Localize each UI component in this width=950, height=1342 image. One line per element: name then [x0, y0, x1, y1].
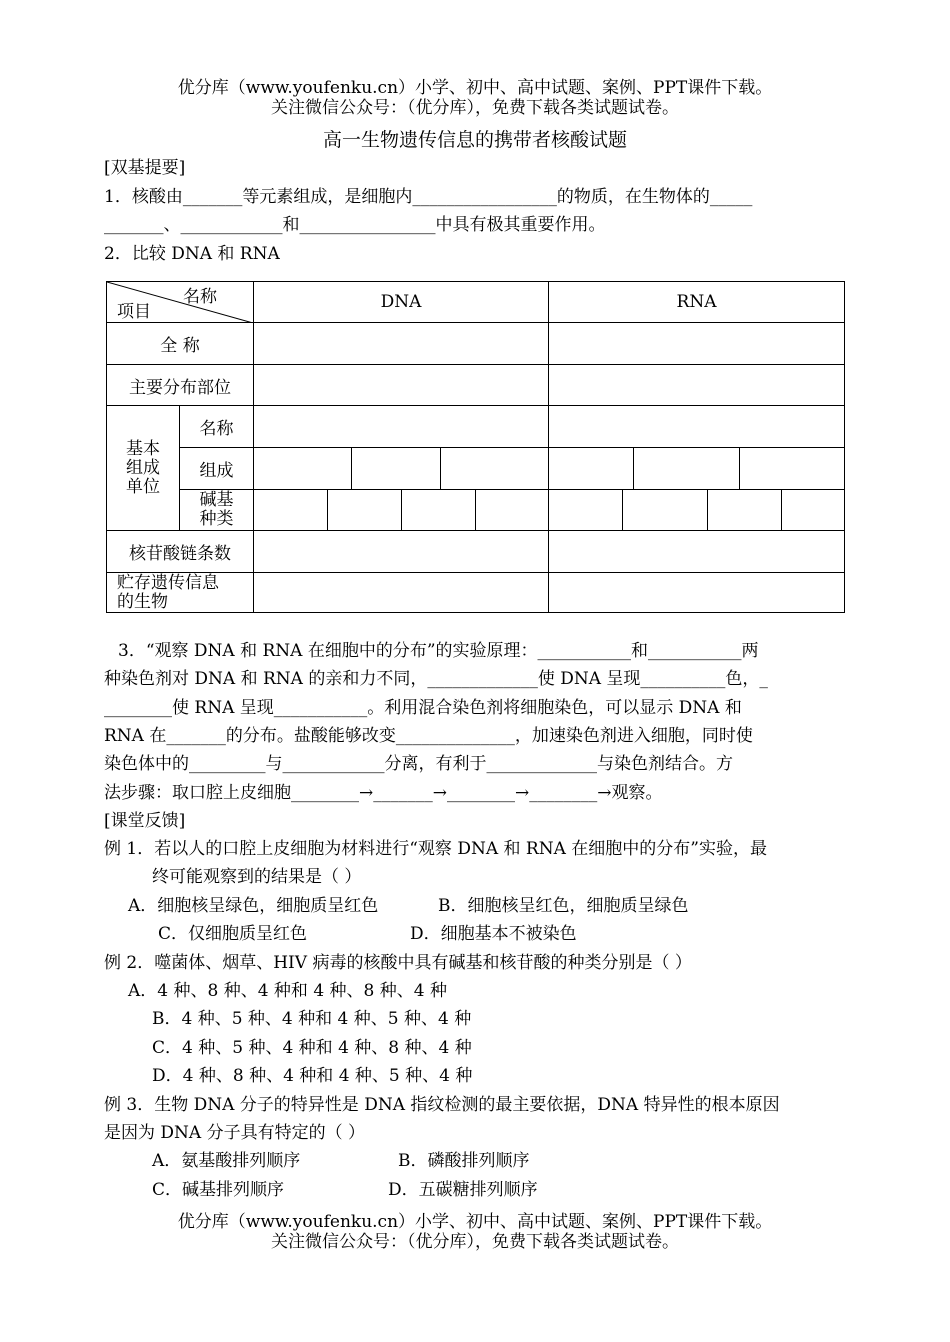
q3-line-6: 法步骤：取口腔上皮细胞________→_______→________→________→观察。	[104, 783, 663, 803]
header-line-1: 优分库（www.youfenku.cn）小学、初中、高中试题、案例、PPT课件下载。	[177, 78, 773, 98]
basic-unit-l1: 基本	[126, 438, 160, 459]
section-basics: [双基提要]	[104, 158, 186, 178]
diag-top-label: 名称	[183, 287, 217, 307]
q3-line-2: 种染色剂对 DNA 和 RNA 的亲和力不同，_____________使 DNA 呈现__________色，_	[104, 669, 768, 689]
ex1-option-d: D．细胞基本不被染色	[410, 924, 577, 944]
ex2-option-b: B．4 种、5 种、4 种和 4 种、5 种、4 种	[152, 1009, 472, 1029]
ex2-stem: 例 2．噬菌体、烟草、HIV 病毒的核酸中具有碱基和核苷酸的种类分别是（ ）	[104, 953, 692, 973]
row-label-fullname: 全 称	[107, 323, 254, 365]
ex2-option-a: A．4 种、8 种、4 种和 4 种、8 种、4 种	[128, 981, 447, 1001]
row-label-distribution: 主要分布部位	[107, 365, 254, 406]
diag-bottom-label: 项目	[117, 302, 151, 322]
cell-dna-base-types	[254, 490, 549, 531]
ex2-option-d: D．4 种、8 种、4 种和 4 种、5 种、4 种	[152, 1066, 473, 1086]
cell-rna-fullname	[549, 323, 845, 365]
cell-rna-storage	[549, 573, 845, 613]
q1-line-2: _______、____________和________________中具有极其重要作用。	[104, 215, 606, 235]
cell-dna-chains	[254, 531, 549, 573]
q1-line-1: 1．核酸由_______等元素组成，是细胞内_________________的物质，在生物体的_____	[104, 187, 753, 207]
section-feedback: [课堂反馈]	[104, 811, 186, 831]
cell-rna-unit-name	[549, 406, 845, 448]
sub-label-name: 名称	[180, 406, 254, 448]
col-header-dna: DNA	[254, 282, 549, 323]
table-diagonal-header	[107, 282, 254, 323]
row-label-basic-unit	[107, 406, 180, 531]
cell-rna-distribution	[549, 365, 845, 406]
cell-dna-fullname	[254, 323, 549, 365]
comparison-table	[106, 281, 845, 613]
ex1-option-a: A．细胞核呈绿色，细胞质呈红色	[128, 896, 379, 916]
row-label-chains: 核苷酸链条数	[107, 531, 254, 573]
base-types-l2: 种类	[199, 509, 234, 529]
basic-unit-l3: 单位	[126, 476, 160, 497]
q3-line-4: RNA 在_______的分布。盐酸能够改变______________，加速染色剂进入细胞，同时使	[104, 726, 753, 746]
cell-rna-chains	[549, 531, 845, 573]
cell-dna-distribution	[254, 365, 549, 406]
row-label-storage	[107, 573, 254, 613]
q3-line-5: 染色体中的_________与____________分离，有利于_____________与染色剂结合。方	[104, 754, 733, 774]
ex2-option-c: C．4 种、5 种、4 种和 4 种、8 种、4 种	[152, 1038, 472, 1058]
ex3-option-b: B．磷酸排列顺序	[398, 1151, 530, 1171]
cell-dna-composition	[254, 448, 549, 490]
sub-label-composition: 组成	[180, 448, 254, 490]
cell-dna-storage	[254, 573, 549, 613]
ex3-option-c: C．碱基排列顺序	[152, 1180, 285, 1200]
cell-rna-composition	[549, 448, 845, 490]
ex3-line-1: 例 3．生物 DNA 分子的特异性是 DNA 指纹检测的最主要依据，DNA 特异性的根本原因	[104, 1095, 780, 1115]
sub-label-base-types	[180, 490, 254, 531]
storage-l2: 的生物	[117, 591, 168, 612]
ex1-line-1: 例 1．若以人的口腔上皮细胞为材料进行“观察 DNA 和 RNA 在细胞中的分布”实验，最	[104, 839, 767, 859]
q3-line-3: ________使 RNA 呈现___________。利用混合染色剂将细胞染色，可以显示 DNA 和	[104, 698, 742, 718]
q2-text: 2．比较 DNA 和 RNA	[104, 244, 280, 264]
page-title: 高一生物遗传信息的携带者核酸试题	[322, 129, 627, 151]
basic-unit-l2: 组成	[126, 457, 160, 478]
footer-line-1: 优分库（www.youfenku.cn）小学、初中、高中试题、案例、PPT课件下载。	[177, 1212, 773, 1232]
ex3-option-a: A．氨基酸排列顺序	[152, 1151, 301, 1171]
storage-l1: 贮存遗传信息	[117, 572, 219, 593]
q3-line-1: 3．“观察 DNA 和 RNA 在细胞中的分布”的实验原理：___________和___________两	[118, 641, 759, 661]
cell-rna-base-types	[549, 490, 845, 531]
base-types-l1: 碱基	[199, 490, 234, 510]
ex1-line-2: 终可能观察到的结果是（ ）	[152, 867, 362, 887]
col-header-rna: RNA	[549, 282, 845, 323]
ex3-line-2: 是因为 DNA 分子具有特定的（ ）	[104, 1123, 365, 1143]
footer-line-2: 关注微信公众号：（优分库），免费下载各类试题试卷。	[271, 1232, 679, 1252]
header-line-2: 关注微信公众号：（优分库），免费下载各类试题试卷。	[271, 98, 679, 118]
ex3-option-d: D．五碳糖排列顺序	[388, 1180, 538, 1200]
ex1-option-b: B．细胞核呈红色，细胞质呈绿色	[438, 896, 689, 916]
cell-dna-unit-name	[254, 406, 549, 448]
ex1-option-c: C．仅细胞质呈红色	[158, 924, 308, 944]
